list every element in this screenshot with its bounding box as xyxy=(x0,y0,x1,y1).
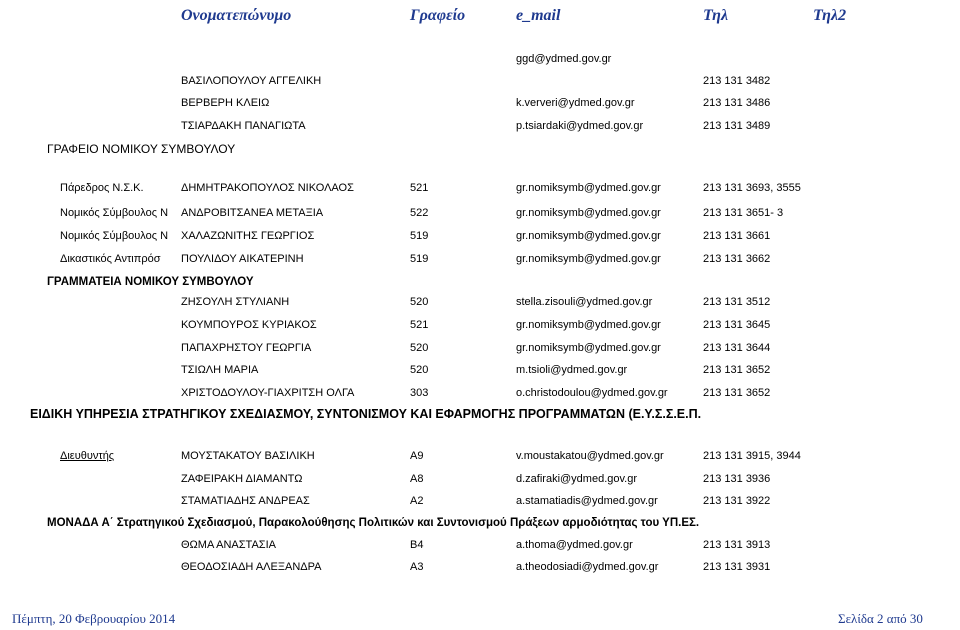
column-header-name: Ονοματεπώνυμο xyxy=(181,7,292,24)
row-email: gr.nomiksymb@ydmed.gov.gr xyxy=(516,230,661,242)
row-email: k.ververi@ydmed.gov.gr xyxy=(516,97,635,109)
footer-page-number: Σελίδα 2 από 30 xyxy=(838,611,923,626)
row-name: ΜΟΥΣΤΑΚΑΤΟΥ ΒΑΣΙΛΙΚΗ xyxy=(181,450,315,462)
row-email: m.tsioli@ydmed.gov.gr xyxy=(516,364,628,376)
row-phone: 213 131 3482 xyxy=(703,75,771,87)
row-phone: 213 131 3652 xyxy=(703,387,771,399)
row-office: 520 xyxy=(410,342,429,354)
row-office: 519 xyxy=(410,230,429,242)
row-name: ΣΤΑΜΑΤΙΑΔΗΣ ΑΝΔΡΕΑΣ xyxy=(181,495,310,507)
row-phone: 213 131 3693, 3555 xyxy=(703,182,801,194)
row-phone: 213 131 3915, 3944 xyxy=(703,450,801,462)
row-email: gr.nomiksymb@ydmed.gov.gr xyxy=(516,182,661,194)
row-office: 521 xyxy=(410,182,429,194)
row-name: ΧΡΙΣΤΟΔΟΥΛΟΥ-ΓΙΑΧΡΙΤΣΗ ΟΛΓΑ xyxy=(181,387,355,399)
row-office: 522 xyxy=(410,207,429,219)
row-office: Β4 xyxy=(410,539,424,551)
footer-date: Πέμπτη, 20 Φεβρουαρίου 2014 xyxy=(12,611,176,626)
column-header-email: e_mail xyxy=(516,7,561,24)
row-name: ΠΟΥΛΙΔΟΥ ΑΙΚΑΤΕΡΙΝΗ xyxy=(181,253,304,265)
row-role: Δικαστικός Αντιπρόσ xyxy=(60,253,161,265)
row-phone: 213 131 3662 xyxy=(703,253,771,265)
row-office: 521 xyxy=(410,319,429,331)
row-name: ΖΑΦΕΙΡΑΚΗ ΔΙΑΜΑΝΤΩ xyxy=(181,473,303,485)
row-email: o.christodoulou@ydmed.gov.gr xyxy=(516,387,668,399)
row-office: Α3 xyxy=(410,561,424,573)
row-name: ΠΑΠΑΧΡΗΣΤΟΥ ΓΕΩΡΓΙΑ xyxy=(181,342,312,354)
row-role: Νομικός Σύμβουλος Ν xyxy=(60,230,169,242)
row-phone: 213 131 3644 xyxy=(703,342,771,354)
row-name: ΧΑΛΑΖΩΝΙΤΗΣ ΓΕΩΡΓΙΟΣ xyxy=(181,230,315,242)
row-name: ΘΕΟΔΟΣΙΑΔΗ ΑΛΕΞΑΝΔΡΑ xyxy=(181,561,322,573)
row-email: gr.nomiksymb@ydmed.gov.gr xyxy=(516,207,661,219)
section-title-special-service: ΕΙΔΙΚΗ ΥΠΗΡΕΣΙΑ ΣΤΡΑΤΗΓΙΚΟΥ ΣΧΕΔΙΑΣΜΟΥ, ΣΥΝΤΟΝΙΣΜΟΥ ΚΑΙ ΕΦΑΡΜΟΓΗΣ ΠΡΟΓΡΑΜΜΑΤΩΝ (Ε.Υ.Σ.Σ.Ε.Π. xyxy=(30,407,702,421)
row-phone: 213 131 3512 xyxy=(703,296,771,308)
row-email: v.moustakatou@ydmed.gov.gr xyxy=(516,450,664,462)
row-name: ΖΗΣΟΥΛΗ ΣΤΥΛΙΑΝΗ xyxy=(181,296,290,308)
row-role: Διευθυντής xyxy=(60,450,115,462)
row-office: Α2 xyxy=(410,495,424,507)
row-office: 520 xyxy=(410,364,429,376)
row-email: gr.nomiksymb@ydmed.gov.gr xyxy=(516,319,661,331)
row-phone: 213 131 3936 xyxy=(703,473,771,485)
column-header-phone: Τηλ xyxy=(703,7,729,24)
row-name: ΑΝΔΡΟΒΙΤΣΑΝΕΑ ΜΕΤΑΞΙΑ xyxy=(181,207,324,219)
column-header-office: Γραφείο xyxy=(410,7,466,24)
row-phone: 213 131 3486 xyxy=(703,97,771,109)
section-title-secretariat: ΓΡΑΜΜΑΤΕΙΑ ΝΟΜΙΚΟΥ ΣΥΜΒΟΥΛΟΥ xyxy=(47,276,254,288)
row-office: 520 xyxy=(410,296,429,308)
row-name: ΒΑΣΙΛΟΠΟΥΛΟΥ ΑΓΓΕΛΙΚΗ xyxy=(181,75,322,87)
row-name: ΒΕΡΒΕΡΗ ΚΛΕΙΩ xyxy=(181,97,270,109)
row-phone: 213 131 3645 xyxy=(703,319,771,331)
row-office: 519 xyxy=(410,253,429,265)
row-phone: 213 131 3652 xyxy=(703,364,771,376)
row-name: ΤΣΙΩΛΗ ΜΑΡΙΑ xyxy=(181,364,259,376)
row-email: a.stamatiadis@ydmed.gov.gr xyxy=(516,495,658,507)
row-email: gr.nomiksymb@ydmed.gov.gr xyxy=(516,342,661,354)
row-email: stella.zisouli@ydmed.gov.gr xyxy=(516,296,653,308)
row-name: ΘΩΜΑ ΑΝΑΣΤΑΣΙΑ xyxy=(181,539,276,551)
row-office: 303 xyxy=(410,387,429,399)
row-email: a.thoma@ydmed.gov.gr xyxy=(516,539,633,551)
row-phone: 213 131 3661 xyxy=(703,230,771,242)
row-name: ΤΣΙΑΡΔΑΚΗ ΠΑΝΑΓΙΩΤΑ xyxy=(181,120,306,132)
row-phone: 213 131 3922 xyxy=(703,495,771,507)
row-phone: 213 131 3651- 3 xyxy=(703,207,784,219)
row-phone: 213 131 3489 xyxy=(703,120,771,132)
row-email: d.zafiraki@ydmed.gov.gr xyxy=(516,473,638,485)
row-email: gr.nomiksymb@ydmed.gov.gr xyxy=(516,253,661,265)
row-role: Πάρεδρος Ν.Σ.Κ. xyxy=(60,182,144,194)
column-header-phone2: Τηλ2 xyxy=(813,7,847,24)
row-role: Νομικός Σύμβουλος Ν xyxy=(60,207,169,219)
row-name: ΚΟΥΜΠΟΥΡΟΣ ΚΥΡΙΑΚΟΣ xyxy=(181,319,317,331)
top-email: ggd@ydmed.gov.gr xyxy=(516,53,612,65)
section-title-unit-a: ΜΟΝΑΔΑ Α΄ Στρατηγικού Σχεδιασμού, Παρακολούθησης Πολιτικών και Συντονισμού Πράξεων αρμοδιότητας του ΥΠ.ΕΣ. xyxy=(47,517,700,529)
row-email: p.tsiardaki@ydmed.gov.gr xyxy=(516,120,644,132)
row-phone: 213 131 3931 xyxy=(703,561,771,573)
row-name: ΔΗΜΗΤΡΑΚΟΠΟΥΛΟΣ ΝΙΚΟΛΑΟΣ xyxy=(181,182,354,194)
row-email: a.theodosiadi@ydmed.gov.gr xyxy=(516,561,659,573)
row-office: Α8 xyxy=(410,473,424,485)
row-office: Α9 xyxy=(410,450,424,462)
row-phone: 213 131 3913 xyxy=(703,539,771,551)
section-title-legal-office: ΓΡΑΦΕΙΟ ΝΟΜΙΚΟΥ ΣΥΜΒΟΥΛΟΥ xyxy=(47,142,236,156)
